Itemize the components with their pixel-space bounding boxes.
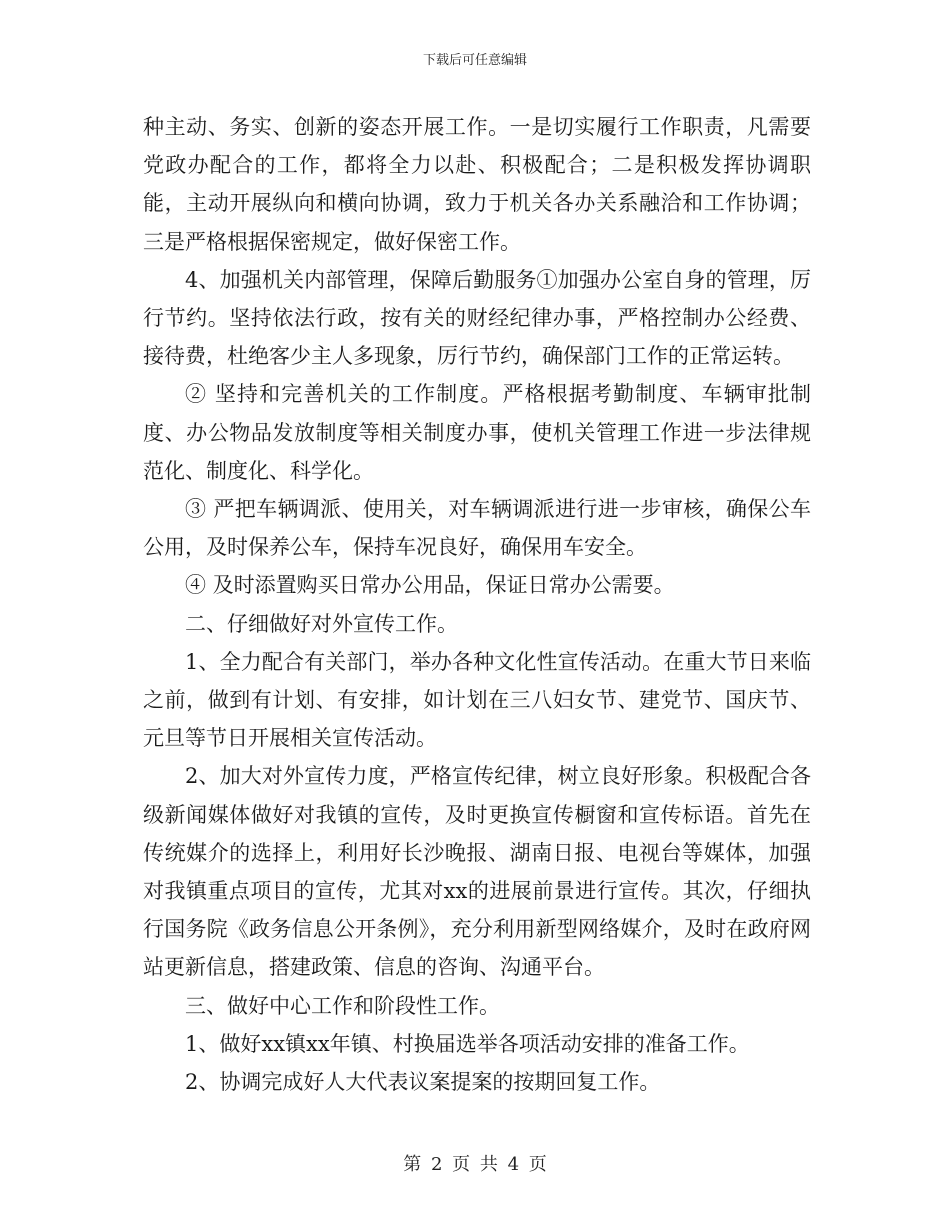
paragraph: 种主动、务实、创新的姿态开展工作。一是切实履行工作职责，凡需要党政办配合的工作，都将全力以赴、积极配合；二是积极发挥协调职能，主动开展纵向和横向协调，致力于机关各办关系融洽和工作协调；三是严格根据保密规定，做好保密工作。 (143, 115, 811, 254)
paragraph: ③ 严把车辆调派、使用关，对车辆调派进行进一步审核，确保公车公用，及时保养公车，保持车况良好，确保用车安全。 (143, 497, 811, 560)
paragraph: 1、做好xx镇xx年镇、村换届选举各项活动安排的准备工作。 (185, 1031, 750, 1056)
paragraph: 1、全力配合有关部门，举办各种文化性宣传活动。在重大节日来临之前，做到有计划、有安排，如计划在三八妇女节、建党节、国庆节、元旦等节日开展相关宣传活动。 (143, 649, 811, 751)
paragraph: 4、加强机关内部管理，保障后勤服务①加强办公室自身的管理，厉行节约。坚持依法行政，按有关的财经纪律办事，严格控制办公经费、接待费，杜绝客少主人多现象，厉行节约，确保部门工作的正常运转。 (143, 267, 811, 369)
section-heading: 二、仔细做好对外宣传工作。 (185, 611, 458, 636)
paragraph: ② 坚持和完善机关的工作制度。严格根据考勤制度、车辆审批制度、办公物品发放制度等相关制度办事，使机关管理工作进一步法律规范化、制度化、科学化。 (143, 382, 811, 483)
page-header: 下载后可任意编辑 (422, 53, 527, 68)
paragraph: 2、加大对外宣传力度，严格宣传纪律，树立良好形象。积极配合各级新闻媒体做好对我镇的宣传，及时更换宣传橱窗和宣传标语。首先在传统媒介的选择上，利用好长沙晚报、湖南日报、电视台等媒体，加强对我镇重点项目的宣传，尤其对xx的进展前景进行宣传。其次，仔细执行国务院《政务信息公开条例》，充分利用新型网络媒介，及时在政府网站更新信息，搭建政策、信息的咨询、沟通平台。 (143, 764, 811, 980)
paragraph: ④ 及时添置购买日常办公用品，保证日常办公需要。 (185, 573, 675, 598)
document-body (143, 108, 811, 1101)
paragraph: 2、协调完成好人大代表议案提案的按期回复工作。 (185, 1070, 661, 1095)
page-footer: 第 2 页 共 4 页 (403, 1154, 547, 1175)
section-heading: 三、做好中心工作和阶段性工作。 (185, 993, 500, 1018)
